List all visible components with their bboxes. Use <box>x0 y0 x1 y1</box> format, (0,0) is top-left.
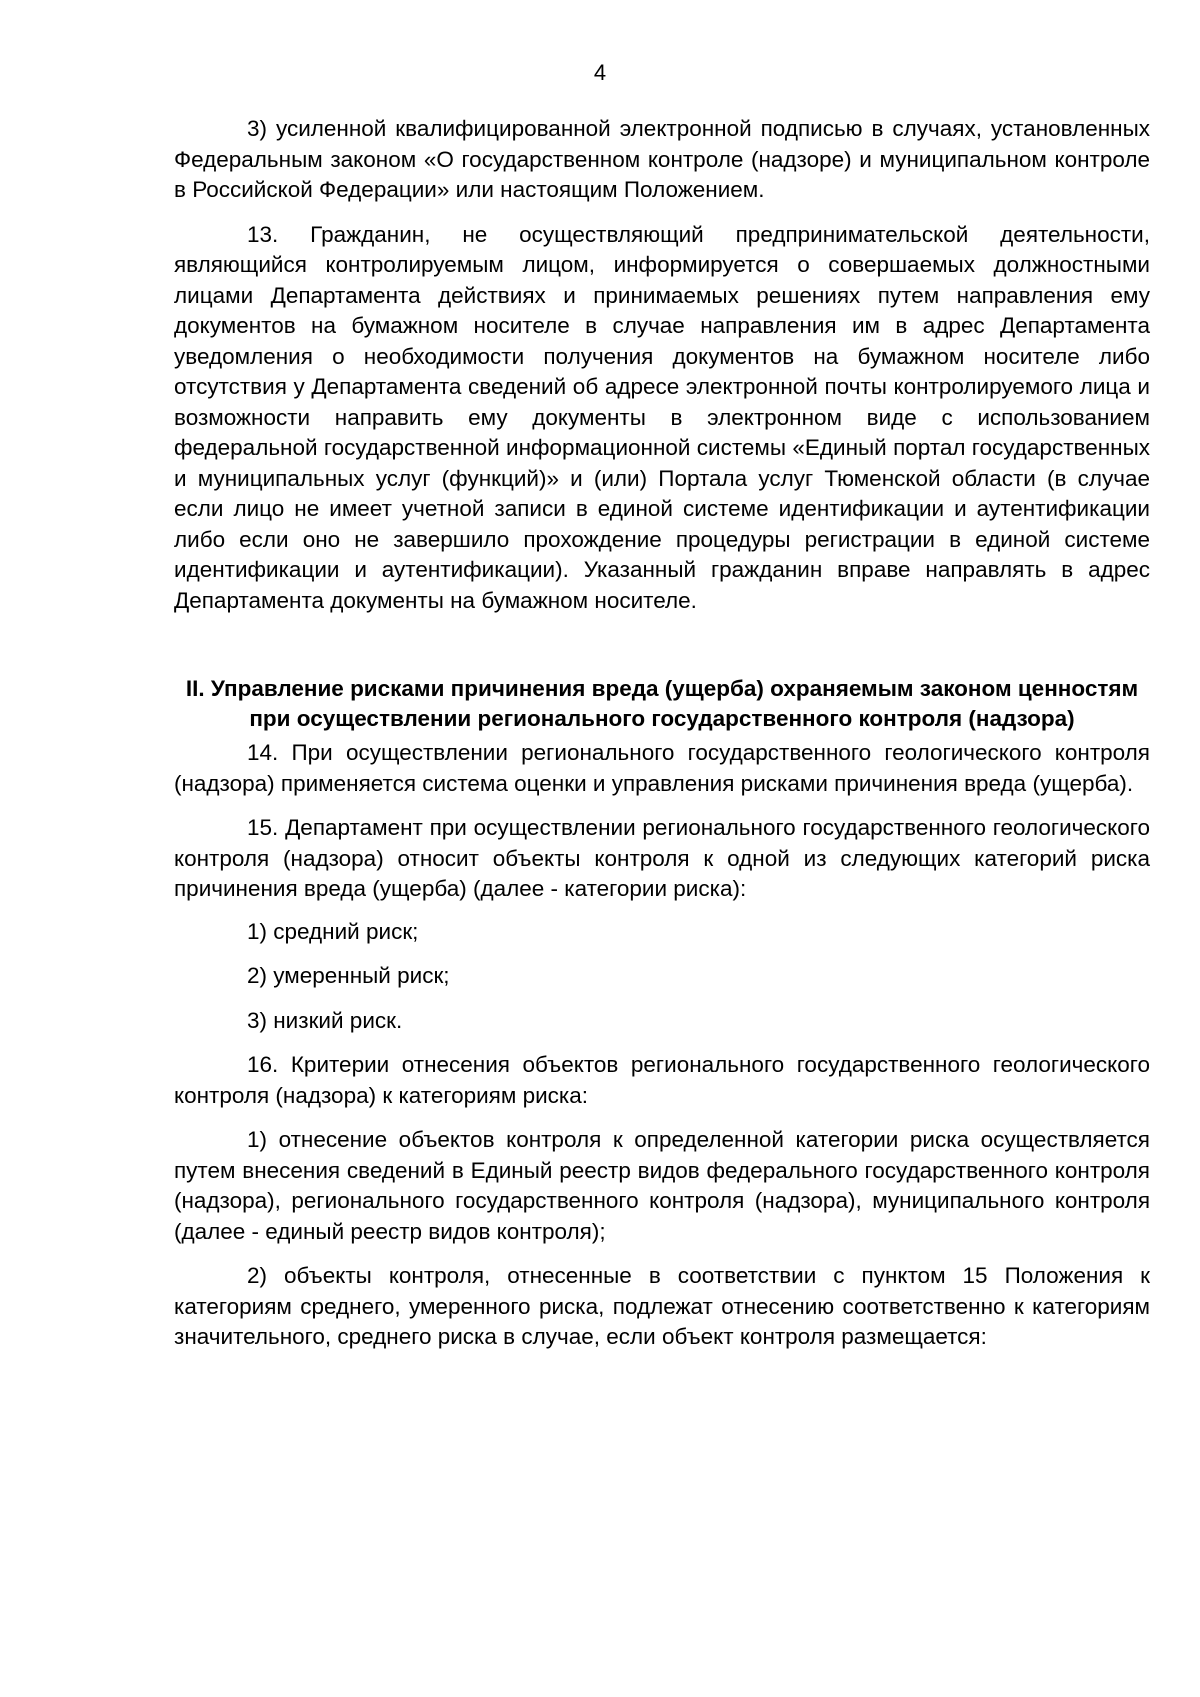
page-number: 4 <box>593 60 607 85</box>
list-item-risk-2: 2) умеренный риск; <box>247 963 450 988</box>
paragraph-16-2: 2) объекты контроля, отнесенные в соответствии с пунктом 15 Положения к категориям среднего, умеренного риска, подлежат отнесению соответственно к категориям значительного, среднего риска в случае, если объект контроля размещается: <box>174 1263 1150 1349</box>
section-heading: II. Управление рисками причинения вреда (ущерба) охраняемым законом ценностям при осуществлении регионального государственного контроля (надзора) <box>185 676 1139 731</box>
document-body <box>174 114 1150 1353</box>
paragraph-12-3: 3) усиленной квалифицированной электронной подписью в случаях, установленных Федеральным законом «О государственном контроле (надзоре) и муниципальном контроле в Российской Федерации» или настоящим Положением. <box>174 116 1150 202</box>
list-item-risk-1: 1) средний риск; <box>247 918 419 944</box>
paragraph-16-1: 1) отнесение объектов контроля к определенной категории риска осуществляется путем внесения сведений в Единый реестр видов федерального государственного контроля (надзора), регионального государственного контроля (надзора), муниципального контроля (далее - единый реестр видов контроля); <box>174 1127 1150 1244</box>
paragraph-13: 13. Гражданин, не осуществляющий предпринимательской деятельности, являющийся контролируемым лицом, информируется о совершаемых должностными лицами Департамента действиях и принимаемых решениях путем направления ему документов на бумажном носителе в случае направления им в адрес Департамента уведомления о необходимости получения документов на бумажном носителе либо отсутствия у Департамента сведений об адресе электронной почты контролируемого лица и возможности направить ему документы в электронном виде с использованием федеральной государственной информационной системы «Единый портал государственных и муниципальных услуг (функций)» и (или) Портала услуг Тюменской области (в случае если лицо не имеет учетной записи в единой системе идентификации и аутентификации либо если оно не завершило прохождение процедуры регистрации в единой системе идентификации и аутентификации). Указанный гражданин вправе направлять в адрес Департамента документы на бумажном носителе. <box>174 221 1150 613</box>
paragraph-16: 16. Критерии отнесения объектов регионального государственного геологического контроля (надзора) к категориям риска: <box>174 1052 1150 1108</box>
list-item-risk-3: 3) низкий риск. <box>247 1007 403 1033</box>
paragraph-15: 15. Департамент при осуществлении регионального государственного геологического контроля (надзора) относит объекты контроля к одной из следующих категорий риска причинения вреда (ущерба) (далее - категории риска): <box>174 815 1150 901</box>
paragraph-14: 14. При осуществлении регионального государственного геологического контроля (надзора) применяется система оценки и управления рисками причинения вреда (ущерба). <box>174 740 1150 796</box>
